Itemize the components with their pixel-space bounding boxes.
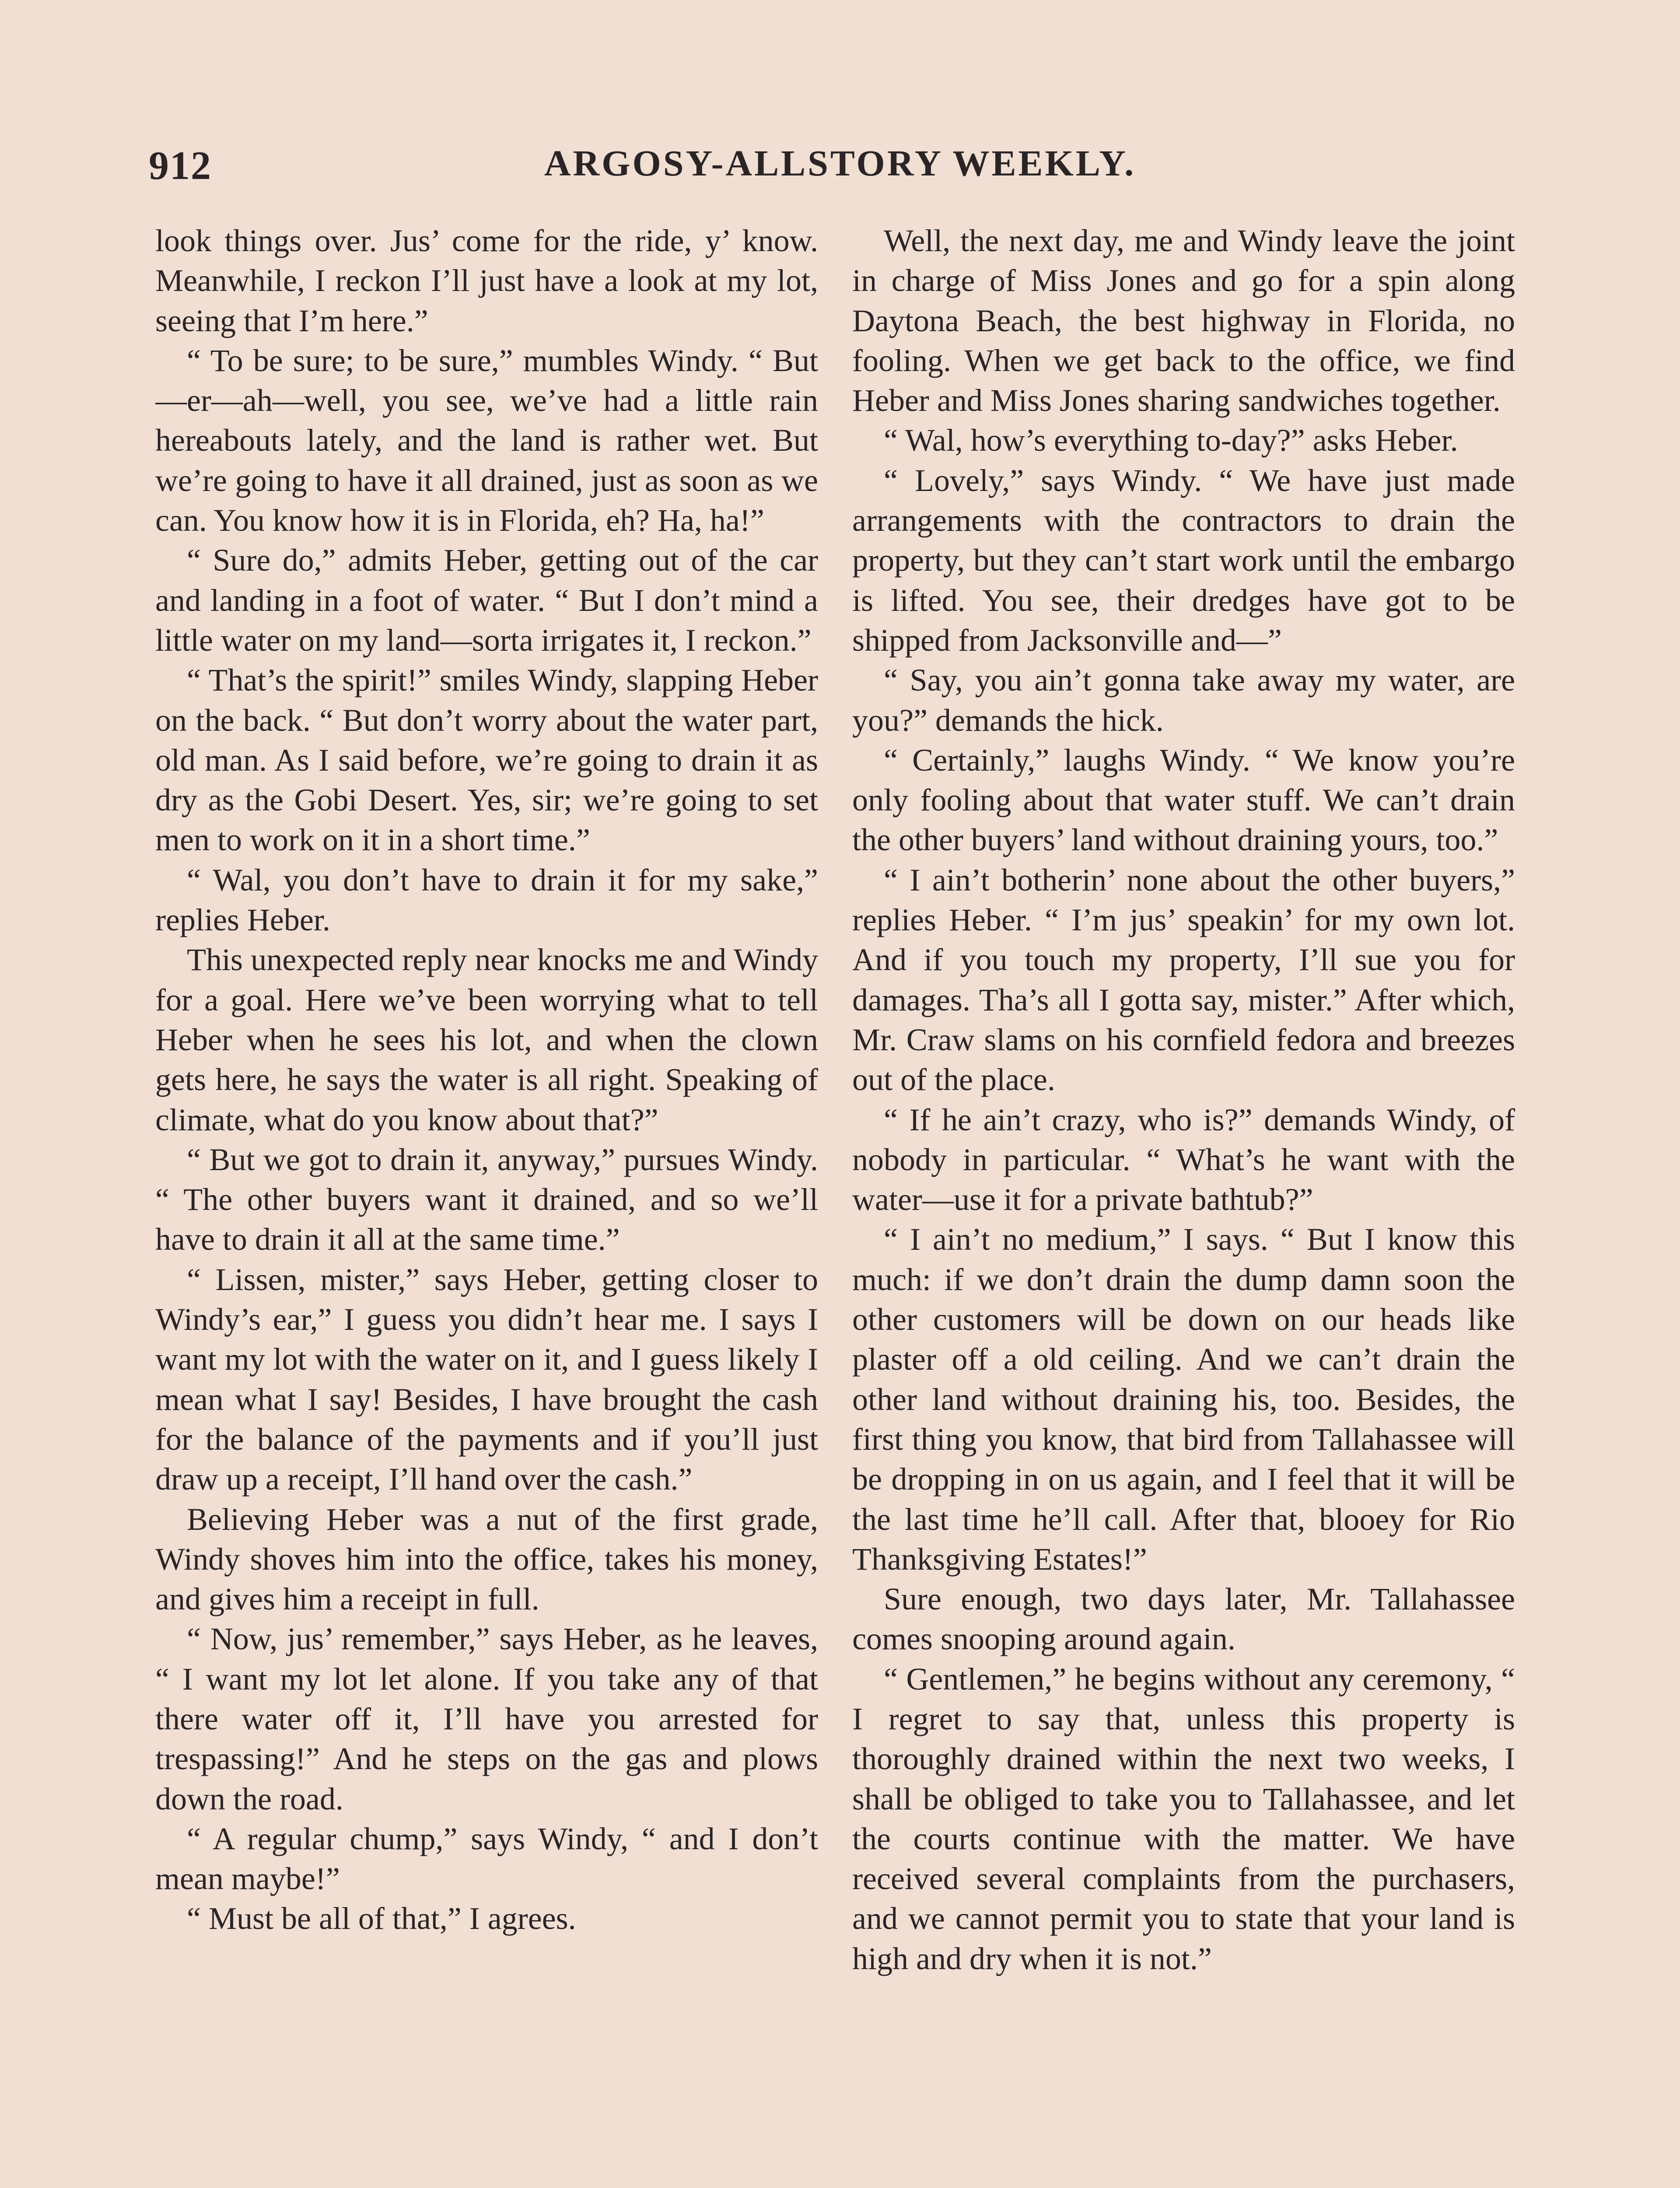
paragraph: “ If he ain’t crazy, who is?” demands Windy, of nobody in particular. “ What’s he want with the water—use it for a private bathtub?” — [852, 1102, 1515, 1217]
paragraph: “ But we got to drain it, anyway,” pursues Windy. “ The other buyers want it drained, and so we’ll have to drain it all at the same time.” — [155, 1142, 818, 1257]
paragraph: This unexpected reply near knocks me and Windy for a goal. Here we’ve been worrying what to tell Heber when he sees his lot, and when the clown gets here, he says the water is all right. Speaking of climate, what do you know about that?” — [155, 942, 818, 1137]
paragraph: look things over. Jus’ come for the ride, y’ know. Meanwhile, I reckon I’ll just have a look at my lot, seeing that I’m here.” — [155, 223, 818, 338]
paragraph: Well, the next day, me and Windy leave the joint in charge of Miss Jones and go for a spin along Daytona Beach, the best highway in Florida, no fooling. When we get back to the office, we find Heber and Miss Jones sharing sandwiches together. — [852, 223, 1515, 418]
paragraph: “ Certainly,” laughs Windy. “ We know you’re only fooling about that water stuff. We can’t drain the other buyers’ land without draining yours, too.” — [852, 742, 1515, 858]
paragraph: “ To be sure; to be sure,” mumbles Windy. “ But—er—ah—well, you see, we’ve had a little rain hereabouts lately, and the land is rather wet. But we’re going to have it all drained, just as soon as we can. You know how it is in Florida, eh? Ha, ha!” — [155, 343, 818, 538]
paragraph: “ Now, jus’ remember,” says Heber, as he leaves, “ I want my lot let alone. If you take any of that there water off it, I’ll have you arrested for trespassing!” And he steps on the gas and plows down the road. — [155, 1621, 818, 1816]
page-number: 912 — [149, 143, 212, 188]
paragraph: “ Wal, how’s everything to-day?” asks Heber. — [884, 423, 1458, 458]
page-header — [149, 142, 1531, 199]
text-column-left — [155, 221, 818, 2188]
magazine-title: ARGOSY-ALLSTORY WEEKLY. — [544, 143, 1136, 184]
text-column-right — [852, 221, 1515, 2188]
paragraph: “ Gentlemen,” he begins without any ceremony, “ I regret to say that, unless this property is thoroughly drained within the next two weeks, I shall be obliged to take you to Tallahassee, and let the courts continue with the matter. We have received several complaints from the purchasers, and we cannot permit you to state that your land is high and dry when it is not.” — [852, 1661, 1515, 1976]
paragraph: “ Lissen, mister,” says Heber, getting closer to Windy’s ear,” I guess you didn’t hear me. I says I want my lot with the water on it, and I guess likely I mean what I say! Besides, I have brought the cash for the balance of the payments and if you’ll just draw up a receipt, I’ll hand over the cash.” — [155, 1262, 818, 1497]
paragraph: “ Must be all of that,” I agrees. — [187, 1901, 576, 1936]
paragraph: “ Lovely,” says Windy. “ We have just made arrangements with the contractors to drain the property, but they can’t start work until the embargo is lifted. You see, their dredges have got to be shipped from Jacksonville and—” — [852, 463, 1515, 658]
paragraph: “ Sure do,” admits Heber, getting out of the car and landing in a foot of water. “ But I don’t mind a little water on my land—sorta irrigates it, I reckon.” — [155, 543, 818, 658]
paragraph: Sure enough, two days later, Mr. Tallahassee comes snooping around again. — [852, 1581, 1515, 1657]
paragraph: “ I ain’t no medium,” I says. “ But I know this much: if we don’t drain the dump damn soon the other customers will be down on our heads like plaster off a old ceiling. And we can’t drain the other land without draining his, too. Besides, the first thing you know, that bird from Tallahassee will be dropping in on us again, and I feel that it will be the last time he’ll call. After that, blooey for Rio Thanksgiving Estates!” — [852, 1222, 1515, 1577]
paragraph: “ A regular chump,” says Windy, “ and I don’t mean maybe!” — [155, 1821, 818, 1897]
paragraph: “ That’s the spirit!” smiles Windy, slapping Heber on the back. “ But don’t worry about the water part, old man. As I said before, we’re going to drain it as dry as the Gobi Desert. Yes, sir; we’re going to set men to work on it in a short time.” — [155, 663, 818, 858]
paragraph: “ Wal, you don’t have to drain it for my sake,” replies Heber. — [155, 862, 818, 938]
paragraph: Believing Heber was a nut of the first grade, Windy shoves him into the office, takes his money, and gives him a receipt in full. — [155, 1501, 818, 1617]
paragraph: “ I ain’t botherin’ none about the other buyers,” replies Heber. “ I’m jus’ speakin’ for my own lot. And if you touch my property, I’ll sue you for damages. Tha’s all I gotta say, mister.” After which, Mr. Craw slams on his cornfield fedora and breezes out of the place. — [852, 862, 1515, 1098]
paragraph: “ Say, you ain’t gonna take away my water, are you?” demands the hick. — [852, 663, 1515, 738]
